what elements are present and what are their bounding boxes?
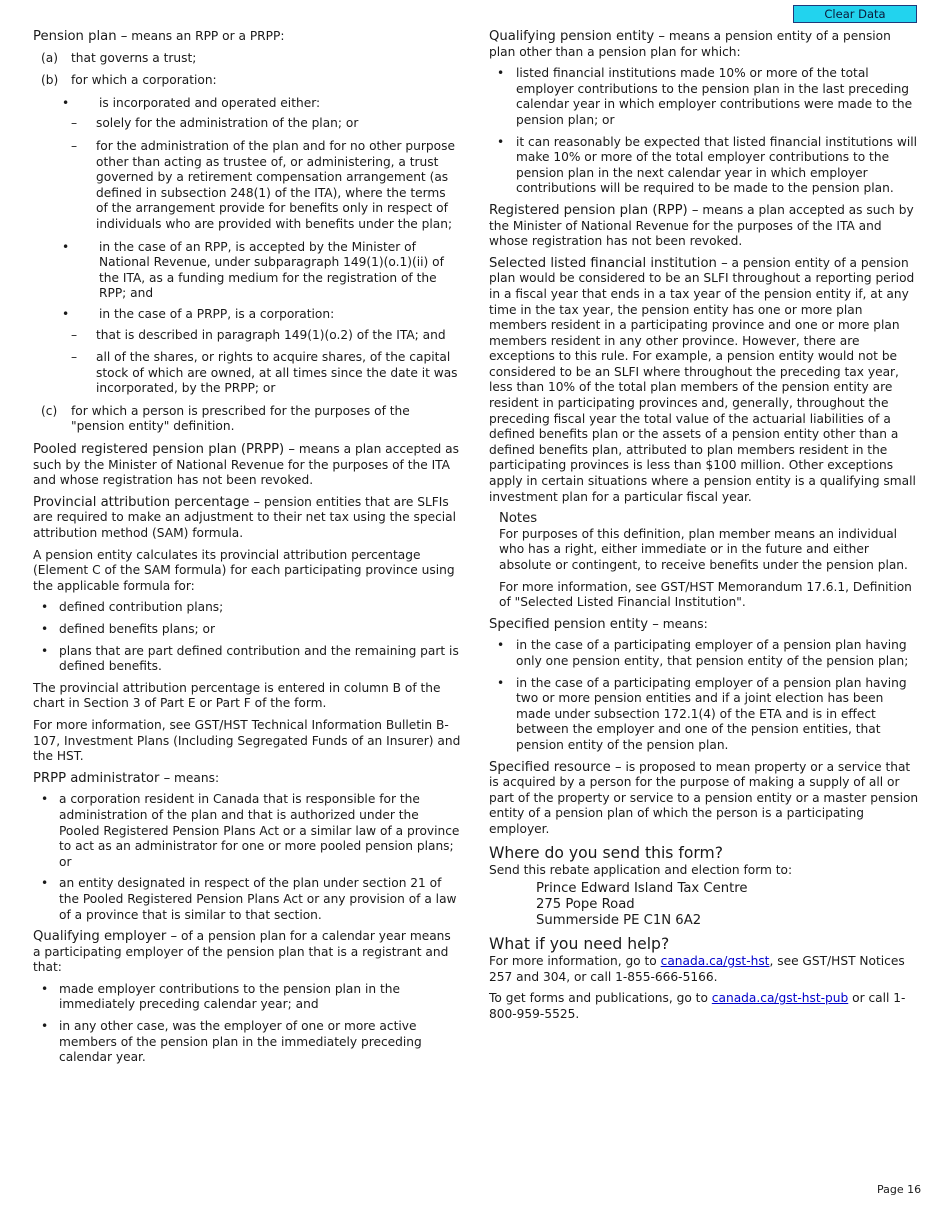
mailing-address: [536, 881, 919, 929]
paragraph: The provincial attribution percentage is entered in column B of the chart in Section 3 of Part E or Part F of the form.: [33, 680, 441, 711]
list-item: • defined contribution plans;: [41, 600, 224, 615]
def-prpp-administrator: PRPP administrator – means:: [33, 770, 220, 786]
list-item: – that is described in paragraph 149(1)(o.2) of the ITA; and: [71, 327, 446, 342]
notes-title: Notes: [499, 511, 538, 527]
paragraph: A pension entity calculates its provincial attribution percentage (Element C of the SAM formula) for each participating province using the applicable formula for:: [33, 547, 455, 593]
list-item: • a corporation resident in Canada that is responsible for the administration of the plan and that is authorized under the Pooled Registered Pension Plans Act or a similar law of a province to act as an administrator for one or more pooled pension plans; or: [41, 792, 460, 869]
item-b: (b) for which a corporation:: [41, 73, 217, 88]
right-column: [489, 29, 919, 1028]
list-item: • listed financial institutions made 10% or more of the total employer contributions to the pension plan in the last preceding calendar year in which employer contributions were made to the pension plan; or: [497, 66, 913, 127]
paragraph: Send this rebate application and election form to:: [489, 862, 793, 877]
def-slfi: Selected listed financial institution – a pension entity of a pension plan would be considered to be an SLFI throughout a reporting period in a fiscal year that ends in a tax year of the pension entity if, at any time in the tax year, the pension entity has one or more plan members resident in a participating province and one or more plan members resident in any other province. However, there are exceptions to this rule. For example, a pension entity would not be considered to be an SLFI where throughout the preceding tax year, less than 10% of the total plan members of the pension entity are resident in participating provinces and, generally, throughout the preceding fiscal year the total value of the actuarial liabilities of a defined benefits plan or the assets of a pension entity other than a defined benefits plan, attributed to plan members resident in the participating provinces is less than $100 million. Other exceptions apply in certain situations where a pension entity is a qualifying small investment plan for a particular fiscal year.: [489, 255, 916, 504]
notes-block: [499, 511, 919, 611]
list-item: – solely for the administration of the plan; or: [71, 116, 359, 131]
def-qualifying-pension-entity: Qualifying pension entity – means a pension entity of a pension plan other than a pension plan for which:: [489, 29, 891, 59]
list-item: • it can reasonably be expected that listed financial institutions will make 10% or more of the total employer contributions to the pension plan in the next calendar year in which employer contributions will be required to be made to the pension plan.: [497, 134, 918, 196]
def-prpp: Pooled registered pension plan (PRPP) – means a plan accepted as such by the Minister of National Revenue for the purposes of the ITA and whose registration has not been revoked.: [33, 442, 459, 488]
list-item: • is incorporated and operated either:: [62, 95, 321, 110]
item-a: (a) that governs a trust;: [41, 50, 197, 65]
list-item: • an entity designated in respect of the plan under section 21 of the Pooled Registered Pension Plans Act or any provision of a law of a province that is similar to that section.: [41, 876, 457, 922]
paragraph: For more information, go to canada.ca/gst-hst, see GST/HST Notices 257 and 304, or call 1-855-666-5166.: [489, 954, 905, 984]
def-specified-resource: Specified resource – is proposed to mean property or a service that is acquired by a person for the purpose of making a supply of all or part of the property or service to a pension entity or a master pension entity of a pension plan of which the person is a participating employer.: [489, 759, 919, 836]
list-item: • in the case of an RPP, is accepted by the Minister of National Revenue, under subparagraph 149(1)(o.1)(ii) of the ITA, as a funding medium for the registration of the RPP; and: [62, 239, 444, 301]
paragraph: For more information, see GST/HST Technical Information Bulletin B-107, Investment Plans (Including Segregated Funds of an Insurer) and the HST.: [33, 717, 461, 764]
list-item: • in the case of a PRPP, is a corporation:: [62, 306, 335, 321]
term-pension-plan: Pension plan –: [33, 29, 128, 44]
item-c: (c) for which a person is prescribed for the purposes of the "pension entity" definition.: [41, 403, 410, 434]
heading-need-help: What if you need help?: [489, 935, 670, 954]
def-qualifying-employer: Qualifying employer – of a pension plan for a calendar year means a participating employer of the pension plan that is a registrant and that:: [33, 929, 451, 975]
address-line: 275 Pope Road: [536, 897, 635, 913]
def-rpp: Registered pension plan (RPP) – means a plan accepted as such by the Minister of National Revenue for the purposes of the ITA and whose registration has not been revoked.: [489, 202, 914, 249]
list-item: – for the administration of the plan and for no other purpose other than acting as trustee of, or administering, a trust governed by a retirement compensation arrangement (as defined in subsection 248(1) of the ITA), where the terms of the arrangement provide for benefits only in respect of individuals who are provided with benefits under the plan;: [71, 138, 455, 231]
note: For purposes of this definition, plan member means an individual who has a right, either immediate or in the future and either absolute or contingent, to receive benefits under the pension plan.: [499, 526, 908, 572]
paragraph: To get forms and publications, go to canada.ca/gst-hst-pub or call 1-800-959-5525.: [489, 991, 906, 1021]
def-pension-plan: Pension plan – means an RPP or a PRPP:: [33, 29, 285, 44]
clear-data-button[interactable]: Clear Data: [793, 5, 917, 23]
list-item: • defined benefits plans; or: [41, 622, 215, 636]
list-item: • made employer contributions to the pension plan in the immediately preceding calendar year; and: [41, 981, 400, 1012]
list-item: – all of the shares, or rights to acquire shares, of the capital stock of which are owned, at all times since the date it was incorporated, by the PRPP; or: [71, 350, 458, 396]
link-gst-hst-pub[interactable]: canada.ca/gst-hst-pub: [711, 991, 849, 1006]
list-item: • in the case of a participating employer of a pension plan having two or more pension entities and if a joint election has been made under subsection 172.1(4) of the ETA and is in effect between the employer and one of the pension entities, that pension entity of the pension plan.: [497, 675, 907, 752]
def-specified-pension-entity: Specified pension entity – means:: [489, 616, 708, 632]
list-item: • plans that are part defined contribution and the remaining part is defined benefits.: [41, 643, 459, 674]
list-item: • in the case of a participating employer of a pension plan having only one pension entity, that pension entity of the pension plan;: [497, 638, 909, 668]
def-provincial-attribution: Provincial attribution percentage – pension entities that are SLFIs are required to make an adjustment to their net tax using the special attribution method (SAM) formula.: [33, 494, 457, 541]
note: For more information, see GST/HST Memorandum 17.6.1, Definition of "Selected Listed Financial Institution".: [499, 579, 912, 610]
address-line: Summerside PE C1N 6A2: [536, 913, 702, 929]
heading-where-to-send: Where do you send this form?: [489, 843, 724, 862]
address-line: Prince Edward Island Tax Centre: [536, 881, 748, 897]
link-gst-hst[interactable]: canada.ca/gst-hst: [660, 954, 770, 969]
page-number: Page 16: [877, 1183, 922, 1196]
list-item: • in any other case, was the employer of one or more active members of the pension plan in the immediately preceding calendar year.: [41, 1019, 422, 1065]
left-column: [33, 29, 461, 1072]
